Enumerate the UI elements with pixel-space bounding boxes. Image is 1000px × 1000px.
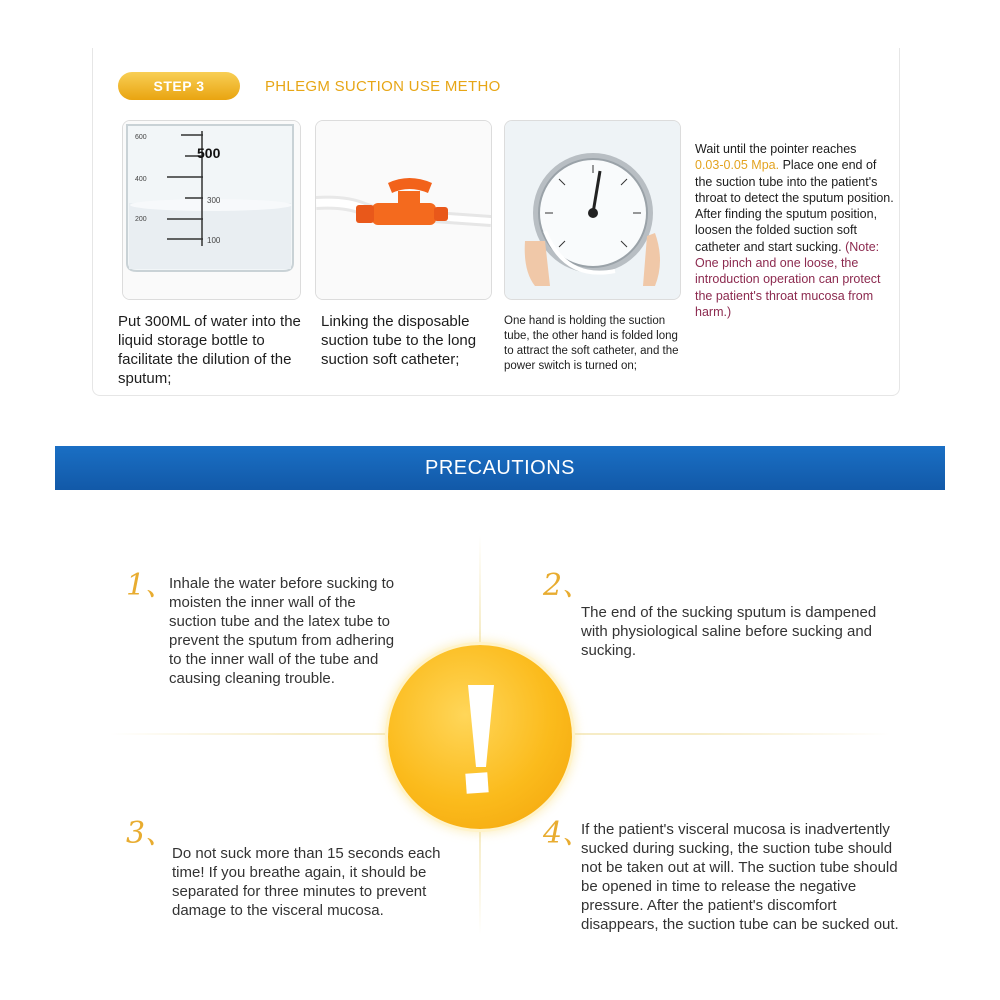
- bottle-mark-600: 600: [135, 134, 147, 141]
- bottle-photo: [122, 120, 301, 300]
- step-caption-power-on: One hand is holding the suction tube, the other hand is folded long to attract the soft catheter, and the power switch is turned on;: [504, 315, 679, 372]
- pressure-gauge-photo: [504, 120, 681, 300]
- precaution-number-3: 3、: [126, 816, 176, 851]
- bottle-mark-500: 500: [197, 145, 221, 161]
- precaution-number-2: 2、: [543, 568, 593, 603]
- tube-connector-photo: [315, 120, 492, 300]
- precautions-title: PRECAUTIONS: [425, 456, 575, 479]
- step-caption-link-tube: Linking the disposable suction tube to the long suction soft catheter;: [321, 313, 477, 368]
- precautions-banner: [55, 446, 945, 490]
- precaution-text-4: If the patient's visceral mucosa is inadvertently sucked during sucking, the suction tube should not be taken out at will. The suction tube should be opened in time to release the negative pressure. After the patient's discomfort disappears, the suction tube can be sucked out.: [581, 821, 899, 933]
- step-caption-fill-water: Put 300ML of water into the liquid storage bottle to facilitate the dilution of the sputum;: [118, 313, 301, 387]
- precaution-text-2: The end of the sucking sputum is dampened with physiological saline before sucking and sucking.: [581, 604, 877, 659]
- gauge-instructions: [695, 141, 895, 320]
- precaution-text-3: Do not suck more than 15 seconds each time! If you breathe again, it should be separated for three minutes to prevent damage to the visceral mucosa.: [172, 845, 441, 919]
- bottle-mark-400: 400: [135, 176, 147, 183]
- gauge-text-body: Place one end of the suction tube into the patient's throat to detect the sputum position. After finding the sputum position, loosen the folded suction soft catheter and start sucking.: [695, 158, 894, 254]
- exclamation-icon: [388, 645, 572, 829]
- precaution-number-1: 1、: [126, 568, 176, 603]
- precaution-text-1: Inhale the water before sucking to moisten the inner wall of the suction tube and the latex tube to prevent the sputum from adhering to the inner wall of the tube and causing cleaning trouble.: [169, 575, 395, 687]
- gauge-pressure-range: 0.03-0.05 Mpa.: [695, 158, 780, 173]
- precaution-number-4: 4、: [543, 816, 593, 851]
- step-badge: STEP 3: [118, 72, 240, 100]
- bottle-mark-300: 300: [207, 196, 221, 205]
- bottle-mark-100: 100: [207, 236, 221, 245]
- gauge-text-lead: Wait until the pointer reaches: [695, 142, 857, 156]
- step-title: PHLEGM SUCTION USE METHO: [265, 78, 501, 95]
- bottle-mark-200: 200: [135, 216, 147, 223]
- gauge-note: (Note: One pinch and one loose, the introduction operation can protect the patient's throat mucosa from harm.): [695, 239, 881, 319]
